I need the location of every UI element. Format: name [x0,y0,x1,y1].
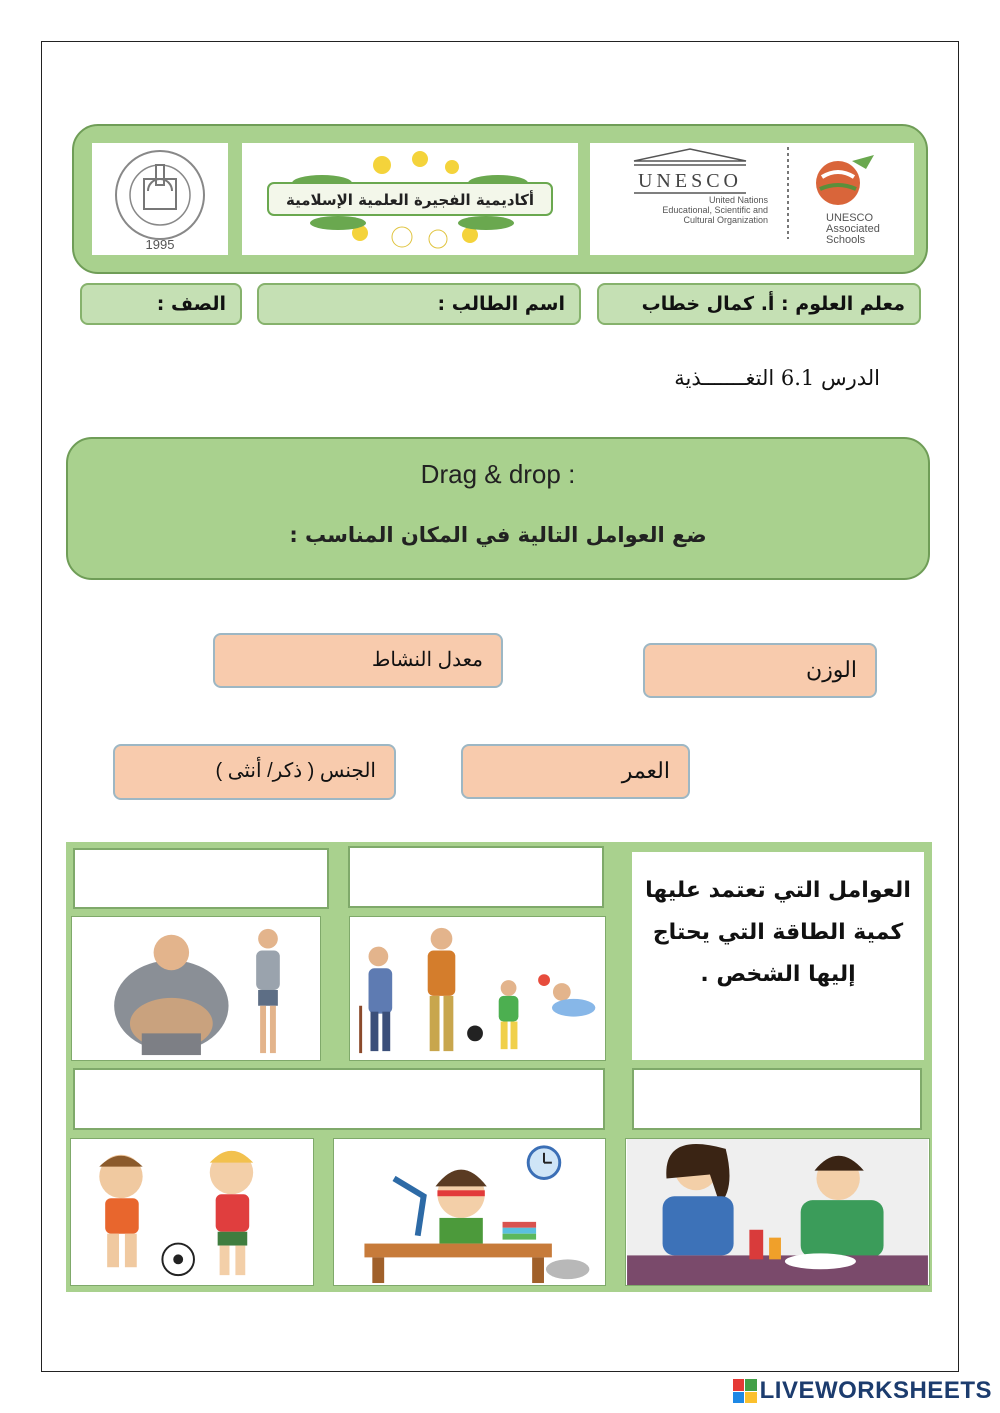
grade-box[interactable]: الصف : [80,283,242,325]
watermark-text: LIVEWORKSHEETS [759,1377,992,1404]
instructions-body: ضع العوامل التالية في المكان المناسب : [289,523,707,547]
drop-zone-1[interactable] [73,848,329,909]
instructions-box [66,437,930,580]
student-name-box[interactable]: اسم الطالب : [257,283,581,325]
unesco-org-line-1: United Nations [708,195,768,205]
chip-weight[interactable]: الوزن [643,643,877,698]
liveworksheets-watermark [733,1377,992,1405]
school-name-banner [242,143,578,255]
seal-year: 1995 [145,237,175,252]
eating-picture [625,1138,930,1286]
unesco-org-line-2: Educational, Scientific and [662,205,768,215]
aspnet-line-1: UNESCO [826,212,874,224]
unesco-word: UNESCO [637,170,743,192]
header-banner [72,124,928,274]
aspnet-line-2: Associated [826,223,880,235]
drop-zone-3[interactable] [73,1068,605,1130]
chip-age[interactable]: العمر [461,744,690,799]
drop-zone-4[interactable] [632,1068,922,1130]
lesson-title: الدرس 6.1 التغـــــــذية [674,366,880,390]
activity-picture [70,1138,314,1286]
unesco-org-line-3: Cultural Organization [683,215,768,225]
school-name: أكاديمية الفجيرة العلمية الإسلامية [285,191,535,209]
instructions-heading: Drag & drop : [420,459,576,489]
studying-picture [333,1138,606,1286]
chip-activity-rate[interactable]: معدل النشاط [213,633,503,688]
teacher-name-box: معلم العلوم : أ. كمال خطاب [597,283,921,325]
unesco-logo [590,143,914,255]
school-seal-logo [92,143,228,255]
age-picture [349,916,606,1061]
factors-description: العوامل التي تعتمد عليها كمية الطاقة التي يحتاج إليها الشخص . [632,852,924,1060]
weight-picture [71,916,321,1061]
liveworksheets-logo-icon [733,1379,757,1403]
drop-zone-2[interactable] [348,846,604,908]
aspnet-line-3: Schools [826,234,866,246]
chip-gender[interactable]: الجنس ( ذكر/ أنثى ) [113,744,396,800]
